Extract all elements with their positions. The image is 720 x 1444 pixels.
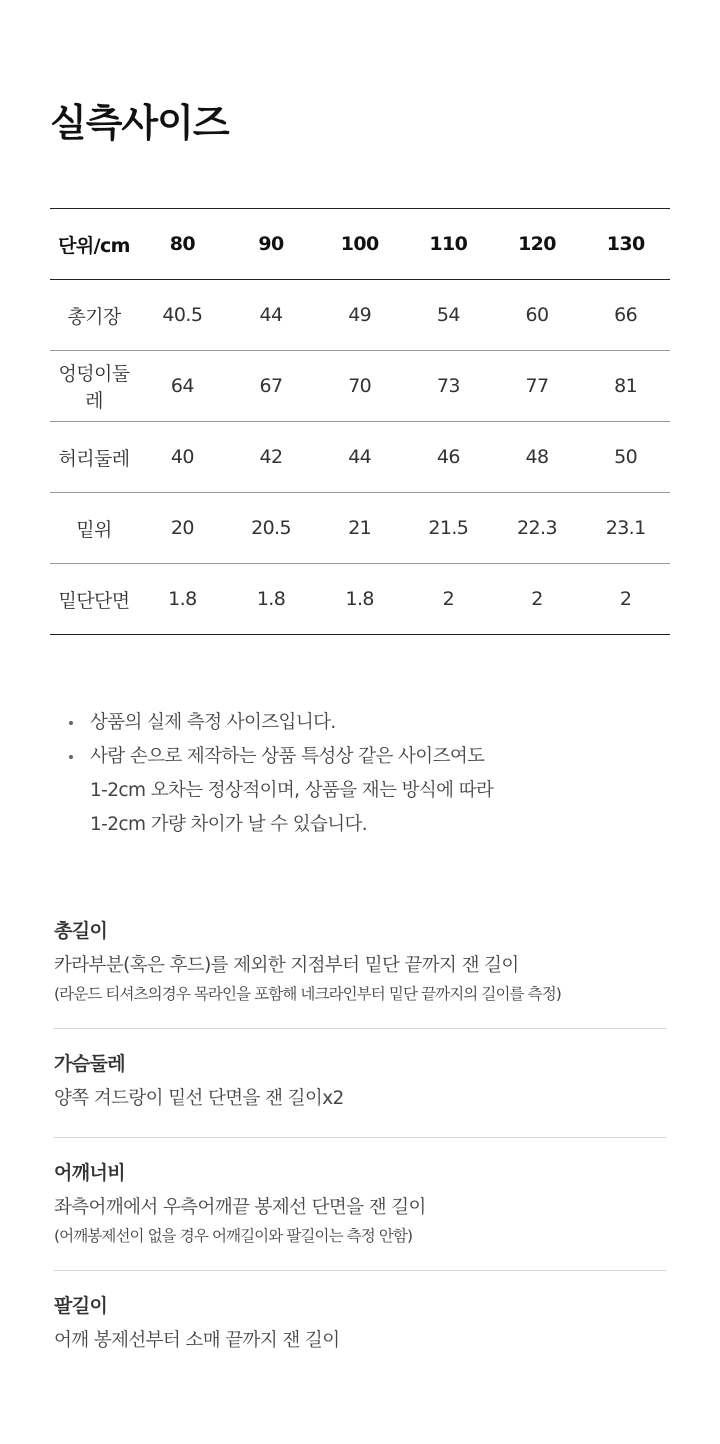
definition-sleeve bbox=[54, 1271, 666, 1379]
row-label: 허리둘레 bbox=[50, 422, 138, 493]
definition-title: 총길이 bbox=[54, 920, 108, 942]
row-label: 엉덩이둘레 bbox=[50, 351, 138, 422]
table-cell: 20.5 bbox=[227, 493, 316, 564]
table-cell: 73 bbox=[404, 351, 493, 422]
table-cell: 20 bbox=[138, 493, 227, 564]
table-row bbox=[50, 422, 670, 493]
table-row bbox=[50, 564, 670, 635]
table-cell: 50 bbox=[581, 422, 670, 493]
page-title: 실측사이즈 bbox=[50, 101, 229, 145]
size-table bbox=[50, 208, 670, 635]
definition-title: 어깨너비 bbox=[54, 1162, 126, 1184]
table-cell: 64 bbox=[138, 351, 227, 422]
header-size: 130 bbox=[581, 209, 670, 280]
note-item bbox=[66, 740, 686, 842]
table-cell: 44 bbox=[227, 280, 316, 351]
table-cell: 44 bbox=[315, 422, 404, 493]
table-cell: 21 bbox=[315, 493, 404, 564]
table-row bbox=[50, 351, 670, 422]
table-row bbox=[50, 493, 670, 564]
header-unit: 단위/cm bbox=[50, 209, 138, 280]
table-cell: 60 bbox=[493, 280, 582, 351]
table-cell: 70 bbox=[315, 351, 404, 422]
table-cell: 67 bbox=[227, 351, 316, 422]
header-size: 110 bbox=[404, 209, 493, 280]
row-label: 밑위 bbox=[50, 493, 138, 564]
definition-chest bbox=[54, 1029, 666, 1138]
row-label: 총기장 bbox=[50, 280, 138, 351]
table-cell: 2 bbox=[581, 564, 670, 635]
note-line: 1-2cm 오차는 정상적이며, 상품을 재는 방식에 따라 bbox=[90, 780, 494, 801]
measurement-notes bbox=[66, 706, 686, 842]
table-cell: 22.3 bbox=[493, 493, 582, 564]
definition-title: 가슴둘레 bbox=[54, 1053, 126, 1075]
definition-description: 어깨 봉제선부터 소매 끝까지 잰 길이 bbox=[54, 1330, 340, 1351]
definition-description: 좌측어깨에서 우측어깨끝 봉제선 단면을 잰 길이 bbox=[54, 1197, 426, 1218]
table-cell: 23.1 bbox=[581, 493, 670, 564]
note-line: 1-2cm 가량 차이가 날 수 있습니다. bbox=[90, 814, 368, 835]
row-label: 밑단단면 bbox=[50, 564, 138, 635]
measurement-definitions bbox=[54, 904, 666, 1379]
table-cell: 1.8 bbox=[315, 564, 404, 635]
table-row bbox=[50, 280, 670, 351]
definition-note: (라운드 티셔츠의경우 목라인을 포함해 네크라인부터 밑단 끝까지의 길이를 측정) bbox=[54, 985, 561, 1003]
header-size: 120 bbox=[493, 209, 582, 280]
definition-description: 카라부분(혹은 후드)를 제외한 지점부터 밑단 끝까지 잰 길이 bbox=[54, 955, 519, 976]
table-cell: 2 bbox=[404, 564, 493, 635]
header-size: 100 bbox=[315, 209, 404, 280]
table-cell: 54 bbox=[404, 280, 493, 351]
definition-total-length bbox=[54, 904, 666, 1029]
table-cell: 49 bbox=[315, 280, 404, 351]
header-size: 80 bbox=[138, 209, 227, 280]
table-cell: 21.5 bbox=[404, 493, 493, 564]
table-cell: 40.5 bbox=[138, 280, 227, 351]
table-cell: 1.8 bbox=[138, 564, 227, 635]
definition-description: 양쪽 겨드랑이 밑선 단면을 잰 길이x2 bbox=[54, 1088, 344, 1109]
table-cell: 2 bbox=[493, 564, 582, 635]
note-item bbox=[66, 706, 686, 740]
note-line: 상품의 실제 측정 사이즈입니다. bbox=[90, 712, 336, 733]
table-cell: 46 bbox=[404, 422, 493, 493]
definition-note: (어깨봉제선이 없을 경우 어깨길이와 팔길이는 측정 안함) bbox=[54, 1227, 413, 1245]
note-line: 사람 손으로 제작하는 상품 특성상 같은 사이즈여도 bbox=[90, 746, 485, 767]
table-cell: 77 bbox=[493, 351, 582, 422]
table-cell: 81 bbox=[581, 351, 670, 422]
header-size: 90 bbox=[227, 209, 316, 280]
table-cell: 1.8 bbox=[227, 564, 316, 635]
table-header-row bbox=[50, 209, 670, 280]
definition-shoulder bbox=[54, 1138, 666, 1271]
table-cell: 40 bbox=[138, 422, 227, 493]
table-cell: 42 bbox=[227, 422, 316, 493]
table-cell: 66 bbox=[581, 280, 670, 351]
definition-title: 팔길이 bbox=[54, 1295, 108, 1317]
table-cell: 48 bbox=[493, 422, 582, 493]
